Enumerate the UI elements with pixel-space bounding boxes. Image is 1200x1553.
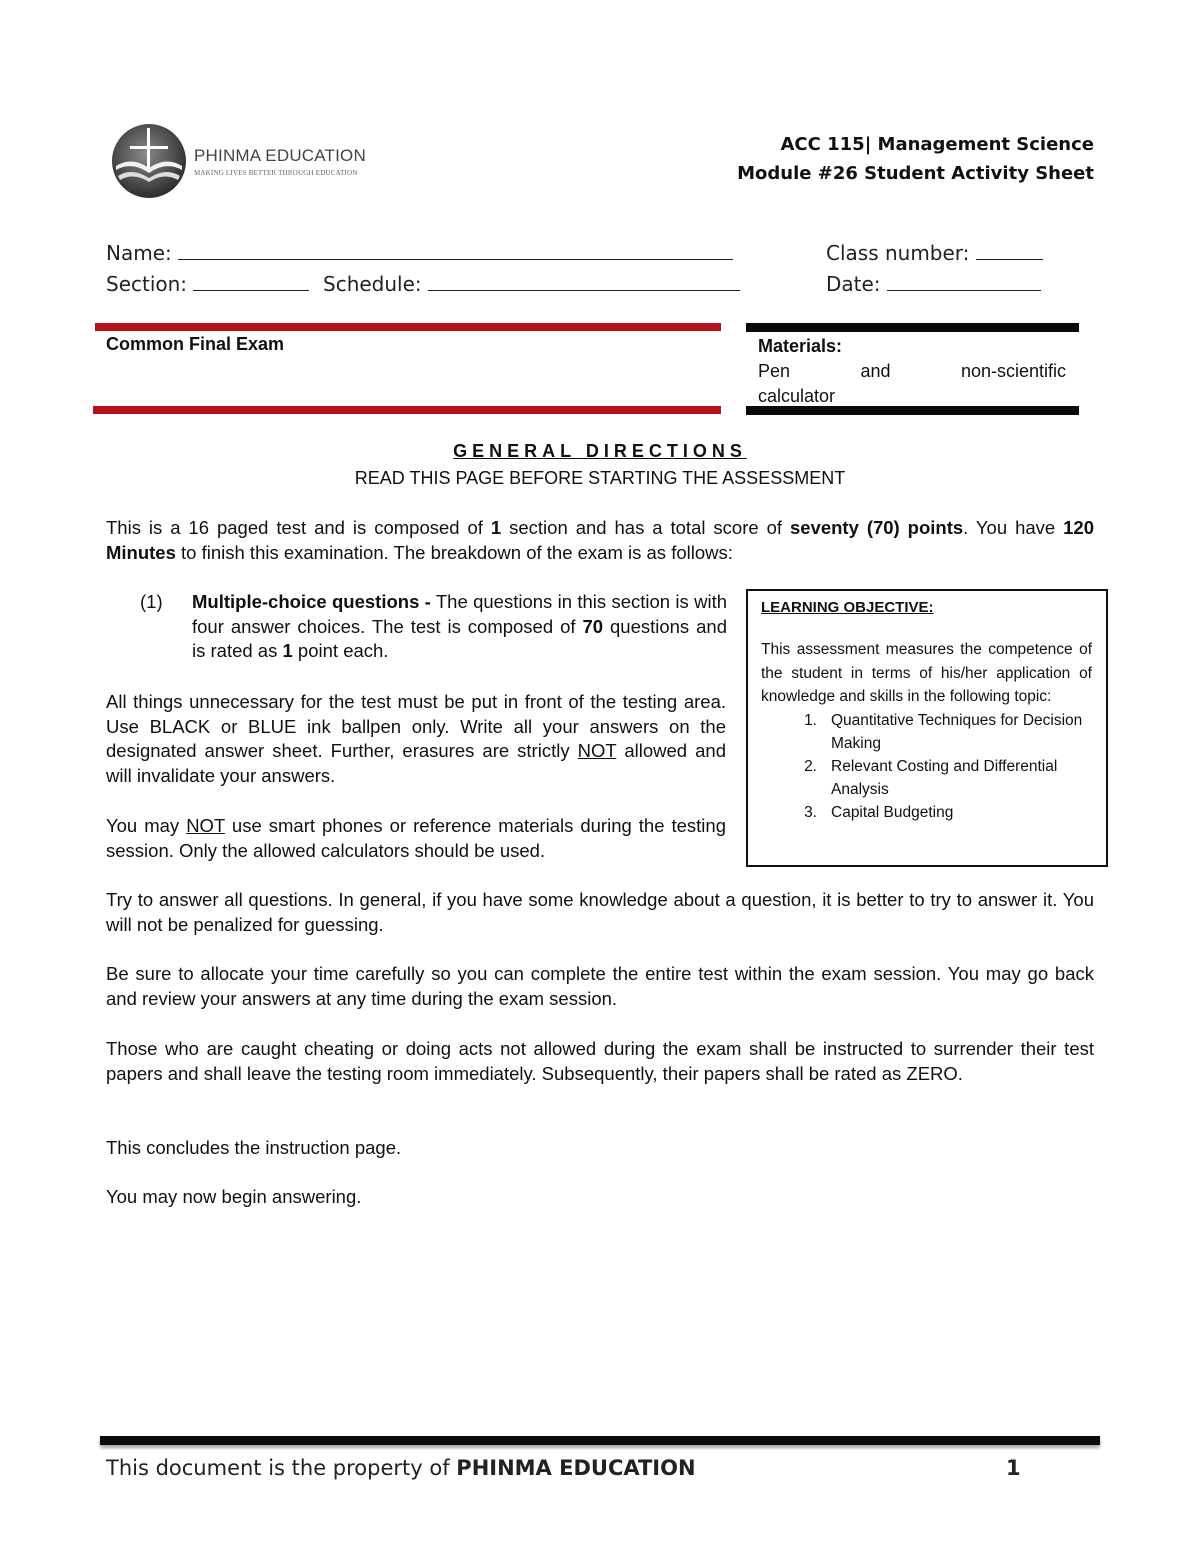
footer-rule (100, 1436, 1100, 1445)
name-blank[interactable] (178, 240, 733, 260)
text-run: use smart phones or reference materials during the testing session. Only the allowed calculators should be used. (106, 815, 726, 861)
list-item (761, 709, 1092, 755)
logo-wordmark (194, 146, 366, 177)
concludes-paragraph: This concludes the instruction page. (106, 1137, 402, 1158)
text-run: allowed and will invalidate your answers. (106, 740, 726, 786)
phinma-logo-icon (110, 122, 188, 200)
intro-paragraph (106, 516, 1094, 565)
learning-objective-box (746, 589, 1108, 867)
directions-title: GENERAL DIRECTIONS (453, 441, 747, 461)
objective-text: This assessment measures the competence of the student in terms of his/her application of knowledge and skills in the following topic: (761, 641, 1092, 705)
text-run: . You have (963, 517, 1064, 538)
name-field (106, 240, 733, 265)
exam-top-rule (95, 323, 721, 331)
objective-list (761, 709, 1092, 824)
text-run: You may (106, 815, 187, 836)
materials-line-1 (758, 359, 1066, 384)
rules-paragraph (106, 690, 726, 788)
materials-word: Pen (758, 361, 791, 381)
footer-text (106, 1456, 696, 1480)
list-item-text: Relevant Costing and Differential Analysis (831, 757, 1058, 798)
text-run: This is a 16 paged test and is composed of (106, 517, 491, 538)
materials-top-rule (746, 323, 1079, 332)
text-run-bold: 1 (490, 517, 502, 538)
date-blank[interactable] (887, 271, 1041, 291)
course-header (737, 130, 1094, 188)
schedule-field (323, 271, 740, 296)
name-label: Name: (106, 241, 172, 265)
text-run: section and has a total score of (501, 517, 790, 538)
list-item-number: 1. (804, 711, 817, 729)
materials-label: Materials: (758, 336, 843, 356)
class-number-label: Class number: (826, 241, 970, 265)
section-field (106, 271, 309, 296)
directions-subtitle: READ THIS PAGE BEFORE STARTING THE ASSESSMENT (354, 468, 846, 488)
section-label: Section: (106, 272, 188, 296)
exam-bottom-rule (93, 406, 721, 414)
begin-paragraph: You may now begin answering. (106, 1186, 362, 1207)
text-run: The questions in this section is with four answer choices. The test is composed of (192, 591, 728, 637)
date-label: Date: (826, 272, 881, 296)
logo-tagline: MAKING LIVES BETTER THROUGH EDUCATION (194, 169, 358, 177)
page-number: 1 (1006, 1456, 1021, 1480)
cheating-paragraph: Those who are caught cheating or doing acts not allowed during the exam shall be instructed to surrender their test papers and shall leave the testing room immediately. Subsequently, their papers shall be rated as ZERO. (106, 1038, 1094, 1084)
text-run-bold: 70 (582, 615, 604, 637)
class-number-field (826, 240, 1043, 265)
course-title: ACC 115| Management Science (780, 134, 1094, 155)
text-run: point each. (292, 640, 389, 661)
text-run-underline: NOT (577, 740, 617, 761)
objective-title: LEARNING OBJECTIVE: (761, 599, 934, 616)
text-run: This document is the property of (106, 1456, 457, 1480)
schedule-label: Schedule: (323, 272, 422, 296)
text-run-bold: seventy (70) points (789, 517, 964, 538)
section-blank[interactable] (193, 271, 309, 291)
multiple-choice-item (192, 590, 727, 664)
date-field (826, 271, 1041, 296)
logo-name: PHINMA EDUCATION (194, 146, 366, 165)
materials-line-2: calculator (758, 386, 836, 406)
text-run-bold: Multiple-choice questions - (192, 591, 431, 612)
list-item-number: 3. (804, 803, 817, 821)
text-run-bold: 120 Minutes (106, 517, 1095, 563)
schedule-blank[interactable] (428, 271, 740, 291)
text-run: to finish this examination. The breakdown of the exam is as follows: (175, 541, 733, 563)
list-item-text: Capital Budgeting (831, 803, 954, 821)
list-item-text: Quantitative Techniques for Decision Making (831, 711, 1083, 752)
text-run-bold: PHINMA EDUCATION (456, 1456, 696, 1480)
materials-word: non-scientific (960, 361, 1066, 381)
text-run-bold: 1 (282, 640, 293, 661)
materials-block (758, 334, 1066, 409)
try-paragraph: Try to answer all questions. In general, if you have some knowledge about a question, it is better to try to answer it. You will not be penalized for guessing. (106, 889, 1094, 935)
materials-word: and (860, 361, 891, 381)
list-item-number: 2. (804, 757, 817, 775)
text-run: questions and is rated as (192, 615, 727, 661)
module-title: Module #26 Student Activity Sheet (737, 163, 1094, 184)
text-run: All things unnecessary for the test must be put in front of the testing area. Use BLACK or BLUE ink ballpen only. Write all your answers on the designated answer sheet. Further, erasures are strictly (106, 691, 726, 761)
text-run-underline: NOT (186, 815, 225, 836)
class-number-blank[interactable] (976, 240, 1043, 260)
time-paragraph: Be sure to allocate your time carefully so you can complete the entire test within the exam session. You may go back and review your answers at any time during the exam session. (106, 963, 1094, 1009)
phones-paragraph (106, 814, 726, 863)
list-item (761, 755, 1092, 801)
list-item (761, 801, 1092, 824)
exam-title: Common Final Exam (106, 334, 285, 354)
item-number: (1) (140, 591, 163, 612)
